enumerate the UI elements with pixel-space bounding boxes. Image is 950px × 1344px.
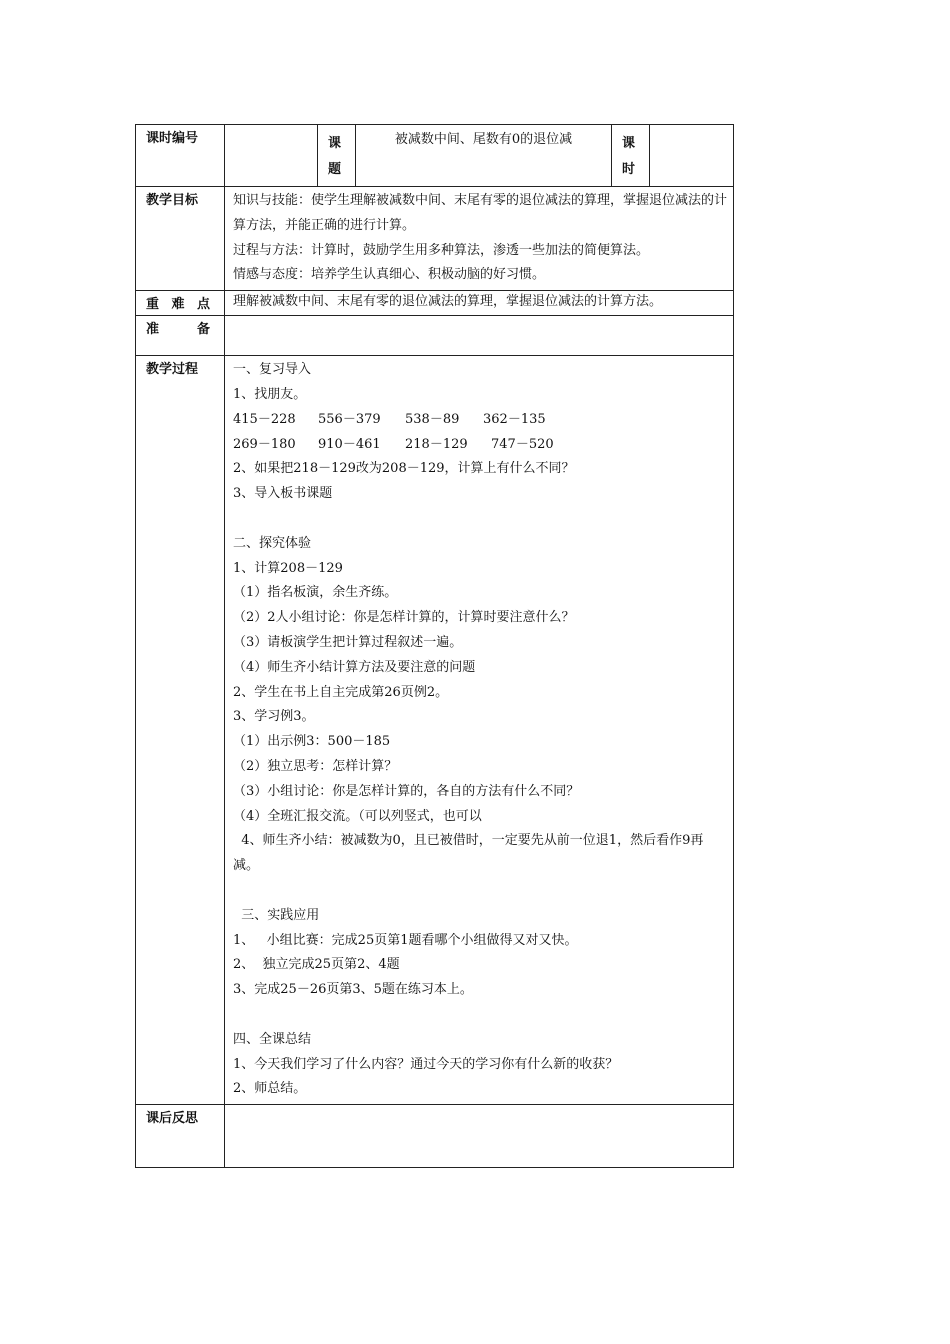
key-points-label-char-1: 重 <box>146 297 160 313</box>
section-4-title: 四、全课总结 <box>233 1031 312 1047</box>
section-2-line-2: （1）指名板演，余生齐练。 <box>233 585 398 601</box>
goals-line-2: 过程与方法：计算时，鼓励学生用多种算法，渗透一些加法的简便算法。 <box>233 242 650 258</box>
exercise-item: 556－379 <box>318 411 381 427</box>
exercise-item: 910－461 <box>318 436 381 452</box>
key-points-label-char-3: 点 <box>196 297 210 313</box>
section-1-title: 一、复习导入 <box>233 362 312 378</box>
goals-line-1: 知识与技能：使学生理解被减数中间、末尾有零的退位减法的算理，掌握退位减法的计算方法，并能正确的进行计算。 <box>233 193 728 233</box>
spacer <box>233 879 727 904</box>
section-3-title: 三、实践应用 <box>233 907 320 923</box>
period-label-char-2: 时 <box>622 162 636 177</box>
topic-label-char-2: 题 <box>328 162 342 177</box>
reflection-label: 课后反思 <box>136 1105 225 1168</box>
section-2-title: 二、探究体验 <box>233 535 312 551</box>
section-1-line-2: 2、如果把218－129改为208－129，计算上有什么不同？ <box>233 461 575 477</box>
section-2-line-6: 2、学生在书上自主完成第26页例2。 <box>233 684 449 700</box>
section-1-line-1: 1、找朋友。 <box>233 386 307 402</box>
section-2-line-1: 1、计算208－129 <box>233 560 343 576</box>
exercise-item: 269－180 <box>233 436 296 452</box>
key-points-value: 理解被减数中间、末尾有零的退位减法的算理，掌握退位减法的计算方法。 <box>225 291 734 316</box>
prep-label <box>136 316 225 356</box>
exercise-item: 538－89 <box>405 411 460 427</box>
goals-line-3: 情感与态度：培养学生认真细心、积极动脑的好习惯。 <box>233 267 546 283</box>
goals-label: 教学目标 <box>136 187 225 291</box>
key-points-label-char-2: 难 <box>171 297 185 313</box>
reflection-row <box>136 1105 734 1168</box>
section-2-line-9: （2）独立思考：怎样计算？ <box>233 758 398 774</box>
lesson-no-label: 课时编号 <box>136 125 225 187</box>
exercise-item: 747－520 <box>491 436 554 452</box>
section-4-line-1: 1、今天我们学习了什么内容？通过今天的学习你有什么新的收获？ <box>233 1056 619 1072</box>
section-2-line-12: 4、师生齐小结：被减数为0，且已被借时，一定要先从前一位退1，然后看作9再减。 <box>233 833 704 874</box>
lesson-plan-table <box>135 124 734 1168</box>
period-value <box>650 125 734 187</box>
key-points-row <box>136 291 734 316</box>
process-row <box>136 356 734 1105</box>
prep-row <box>136 316 734 356</box>
exercise-item: 218－129 <box>405 436 468 452</box>
section-2-line-5: （4）师生齐小结计算方法及要注意的问题 <box>233 659 476 675</box>
process-label: 教学过程 <box>136 356 225 1105</box>
topic-value: 被减数中间、尾数有0的退位减 <box>356 125 612 187</box>
process-content <box>225 356 734 1105</box>
topic-label <box>318 125 356 187</box>
spacer <box>233 1003 727 1028</box>
header-row <box>136 125 734 187</box>
topic-label-char-1: 课 <box>328 136 342 151</box>
section-2-line-10: （3）小组讨论：你是怎样计算的，各自的方法有什么不同？ <box>233 783 580 799</box>
section-2-line-3: （2）2人小组讨论：你是怎样计算的，计算时要注意什么？ <box>233 610 575 626</box>
period-label <box>612 125 650 187</box>
section-1-line-3: 3、导入板书课题 <box>233 486 333 502</box>
exercise-item: 362－135 <box>483 411 546 427</box>
exercise-row-1 <box>233 408 727 433</box>
section-3-line-1: 1、 小组比赛：完成25页第1题看哪个小组做得又对又快。 <box>233 932 578 948</box>
reflection-value <box>225 1105 734 1168</box>
key-points-label <box>136 291 225 316</box>
spacer <box>233 507 727 532</box>
goals-content <box>225 187 734 291</box>
section-2-line-11: （4）全班汇报交流。（可以列竖式，也可以 <box>233 808 482 824</box>
goals-row <box>136 187 734 291</box>
prep-label-char-1: 准 <box>146 322 160 338</box>
exercise-row-2 <box>233 433 727 458</box>
lesson-plan-sheet <box>135 124 733 1168</box>
section-3-line-2: 2、 独立完成25页第2、4题 <box>233 957 400 973</box>
prep-value <box>225 316 734 356</box>
section-3-line-3: 3、完成25－26页第3、5题在练习本上。 <box>233 982 473 998</box>
exercise-item: 415－228 <box>233 411 296 427</box>
section-2-line-8: （1）出示例3：500－185 <box>233 734 391 750</box>
section-2-line-7: 3、学习例3。 <box>233 709 315 725</box>
lesson-no-value <box>225 125 318 187</box>
period-label-char-1: 课 <box>622 136 636 151</box>
section-2-line-4: （3）请板演学生把计算过程叙述一遍。 <box>233 634 463 650</box>
section-4-line-2: 2、师总结。 <box>233 1081 307 1097</box>
prep-label-char-2: 备 <box>196 322 210 338</box>
